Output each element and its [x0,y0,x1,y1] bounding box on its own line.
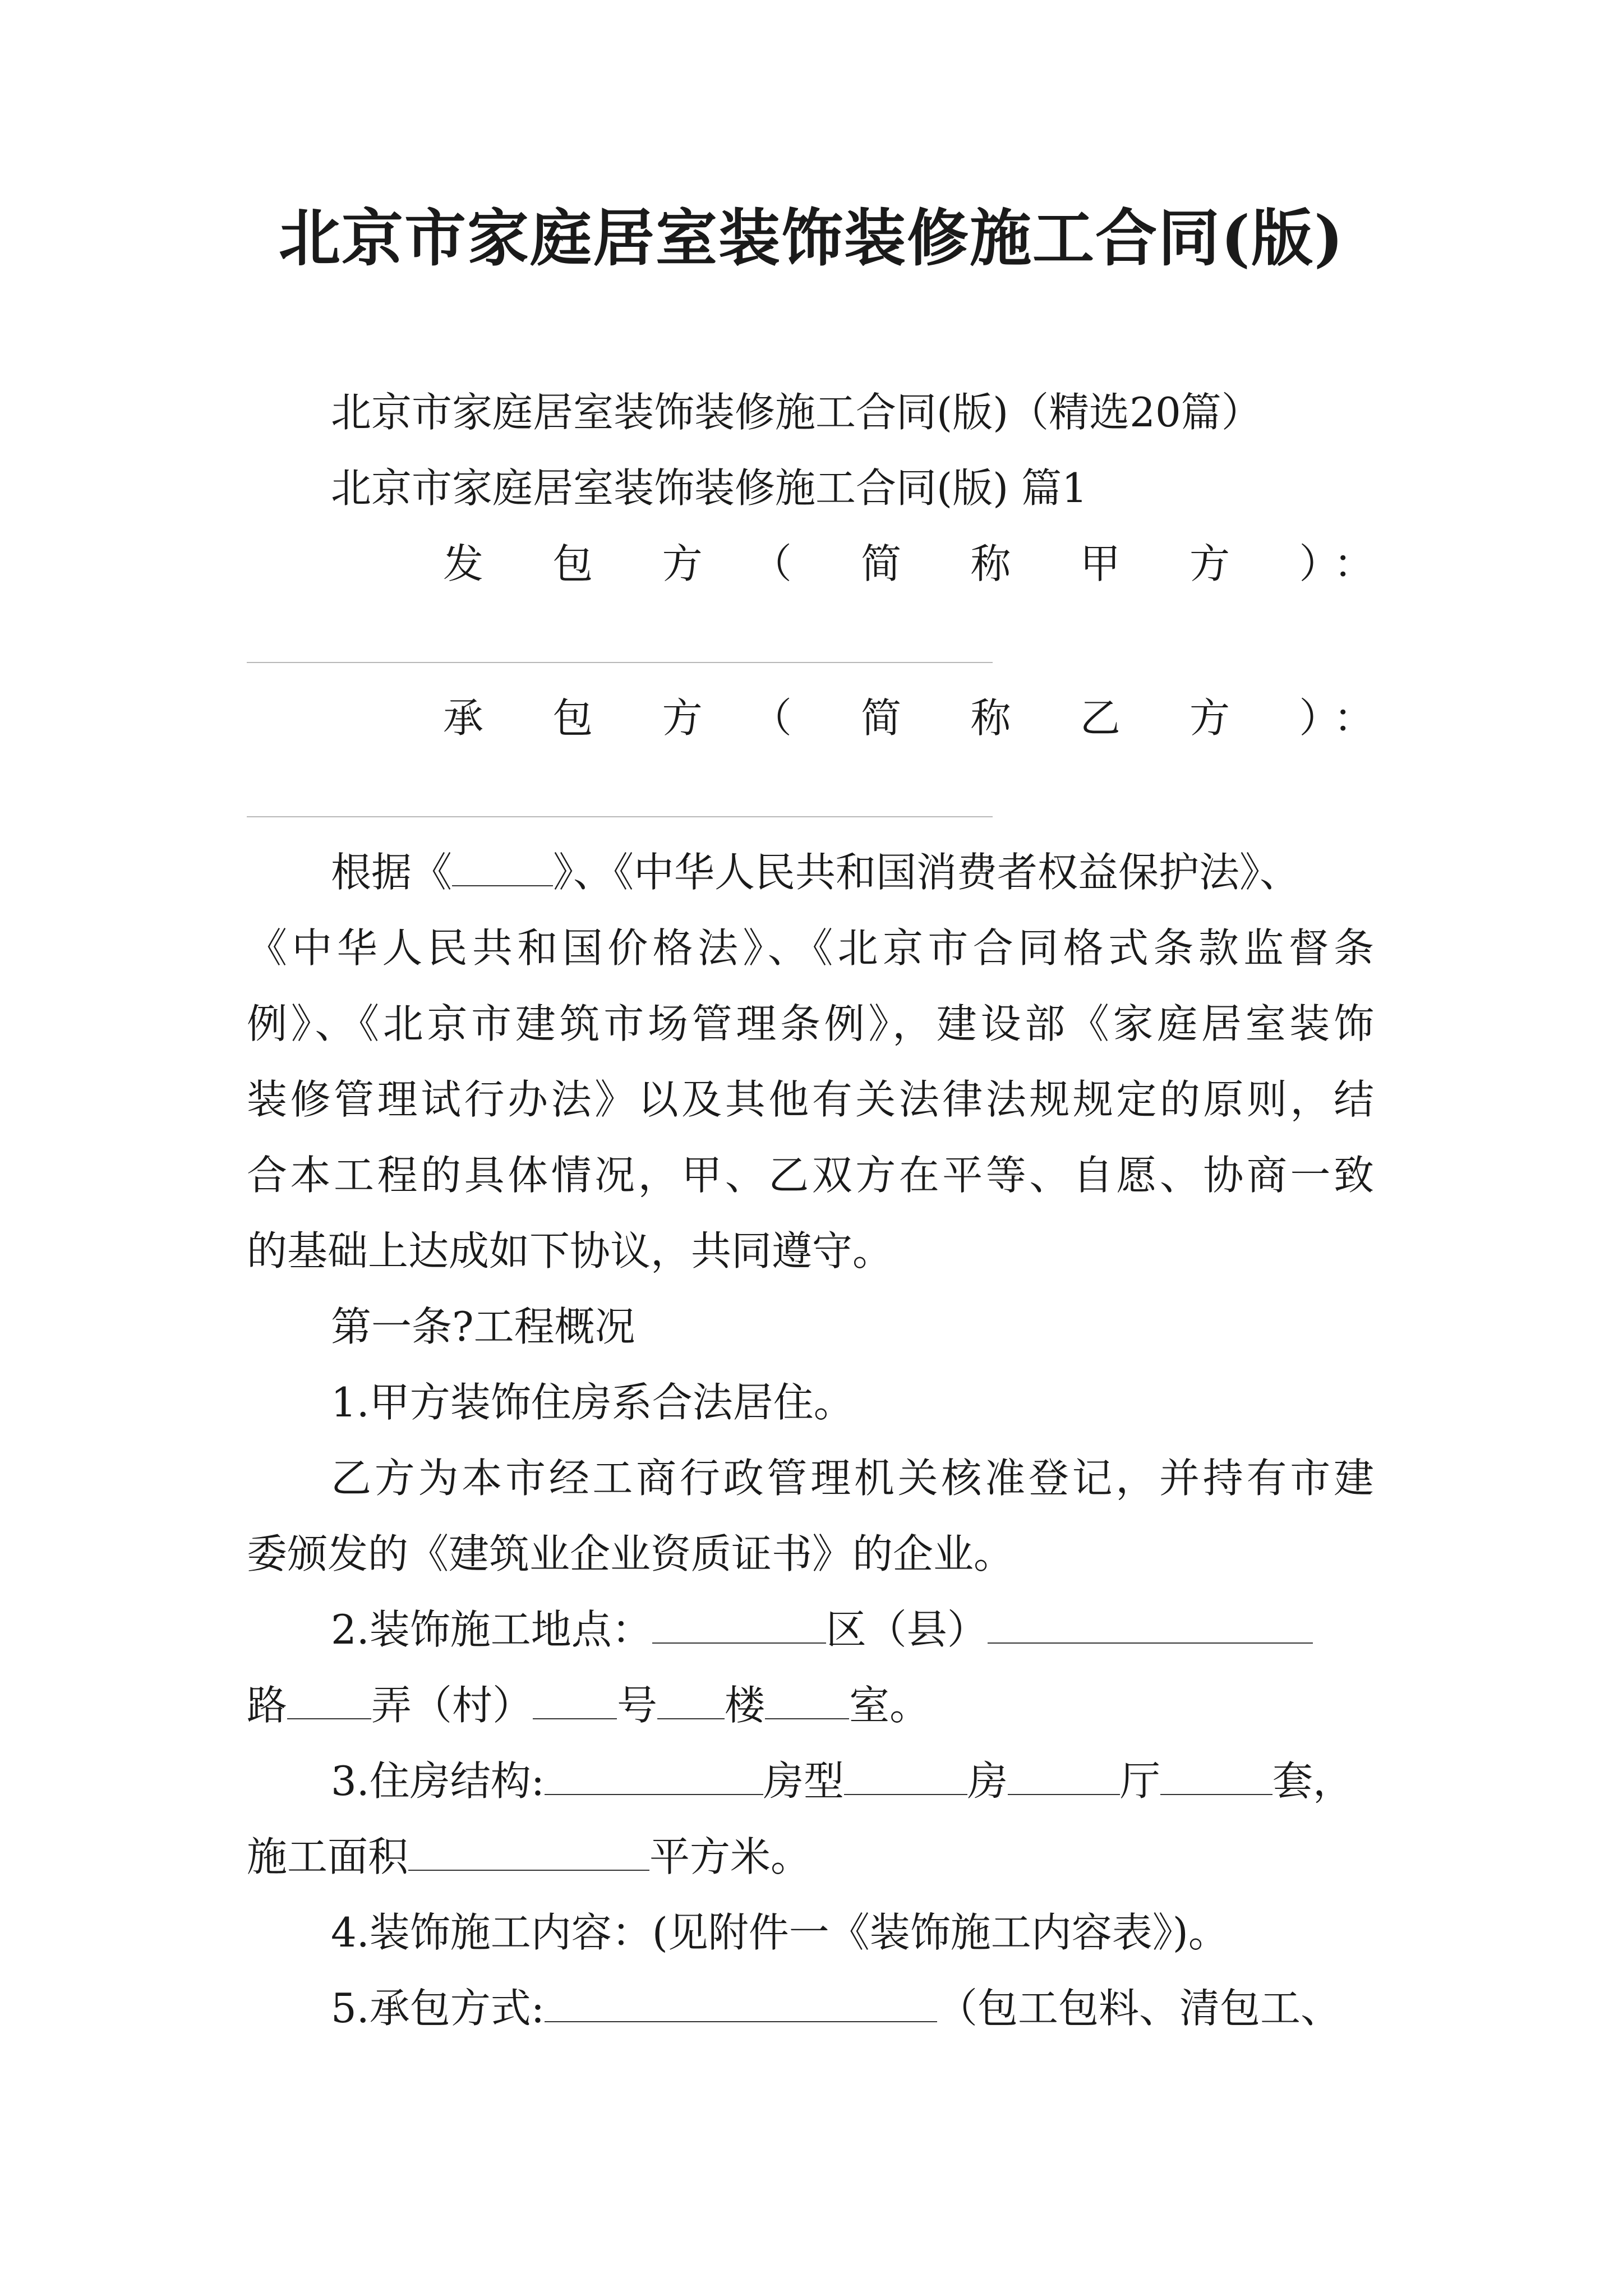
basis-line-1 [331,847,1300,898]
item-3-sets: 套， [1272,1757,1354,1805]
item-3-area-label: 施工面积 [247,1833,409,1880]
building-blank[interactable] [657,1683,725,1719]
halls-blank[interactable] [1008,1759,1120,1795]
item-2-room: 室。 [849,1682,930,1729]
basis-line-2: 《中华人民共和国价格法》、《北京市合同格式条款监督条 [247,924,1374,972]
subtitle-collection: 北京市家庭居室装饰装修施工合同(版)（精选20篇） [331,389,1262,436]
item-5 [331,1983,1341,2033]
basis-text-1b: 》、《中华人民共和国消费者权益保护法》、 [553,849,1301,896]
item-4: 4.装饰施工内容：(见附件一《装饰施工内容表》)。 [331,1909,1229,1956]
structure-blank[interactable] [545,1759,763,1795]
item-3-line-1 [331,1756,1353,1806]
item-2-label: 2.装饰施工地点： [331,1606,652,1653]
item-1: 1.甲方装饰住房系合法居住。 [331,1379,854,1426]
sets-blank[interactable] [1160,1759,1272,1795]
basis-text-1a: 根据《 [331,849,453,896]
basis-line-6: 的基础上达成如下协议，共同遵守。 [247,1227,893,1274]
party-b-line: 承 包 方 （ 简 称 乙 方 ）： [443,694,1374,742]
party-a-line: 发 包 方 （ 简 称 甲 方 ）： [443,540,1374,587]
item-3-halls: 厅 [1120,1757,1161,1805]
lane-blank[interactable] [287,1683,371,1719]
item-2-number: 号 [617,1682,658,1729]
item-1b-line-1: 乙方为本市经工商行政管理机关核准登记，并持有市建 [331,1455,1374,1502]
item-3-line-2 [247,1832,811,1882]
road-blank[interactable] [988,1608,1313,1644]
party-b-underline [247,816,993,817]
item-2-line-2 [247,1680,930,1731]
document-title: 北京市家庭居室装饰装修施工合同(版) [278,202,1345,274]
basis-line-4: 装修管理试行办法》以及其他有关法律法规规定的原则，结 [247,1076,1374,1123]
item-2-building: 楼 [725,1682,766,1729]
item-2-lane: 弄（村） [371,1682,533,1729]
item-2-line-1 [331,1604,1313,1655]
law-name-blank[interactable] [452,850,553,886]
item-3-area-unit: 平方米。 [649,1833,811,1880]
article-1-heading: 第一条?工程概况 [331,1303,635,1350]
room-blank[interactable] [765,1683,849,1719]
item-1b-line-2: 委颁发的《建筑业企业资质证书》的企业。 [247,1530,1015,1577]
item-2-road: 路 [247,1682,288,1729]
number-blank[interactable] [533,1683,617,1719]
party-a-underline [247,662,993,663]
item-3-type: 房型 [763,1757,844,1805]
item-2-district: 区（县） [826,1606,988,1653]
subtitle-chapter: 北京市家庭居室装饰装修施工合同(版) 篇1 [331,464,1087,512]
contract-mode-blank[interactable] [545,1986,937,2022]
district-blank[interactable] [652,1608,826,1644]
item-5-label: 5.承包方式: [331,1985,545,2032]
rooms-blank[interactable] [844,1759,967,1795]
basis-line-5: 合本工程的具体情况，甲、乙双方在平等、自愿、协商一致 [247,1152,1374,1199]
basis-line-3: 例》、《北京市建筑市场管理条例》，建设部《家庭居室装饰 [247,1000,1374,1047]
item-5-options: （包工包料、清包工、 [937,1985,1341,2032]
area-blank[interactable] [408,1835,649,1871]
item-3-rooms: 房 [967,1757,1008,1805]
item-3-label: 3.住房结构: [331,1757,545,1805]
